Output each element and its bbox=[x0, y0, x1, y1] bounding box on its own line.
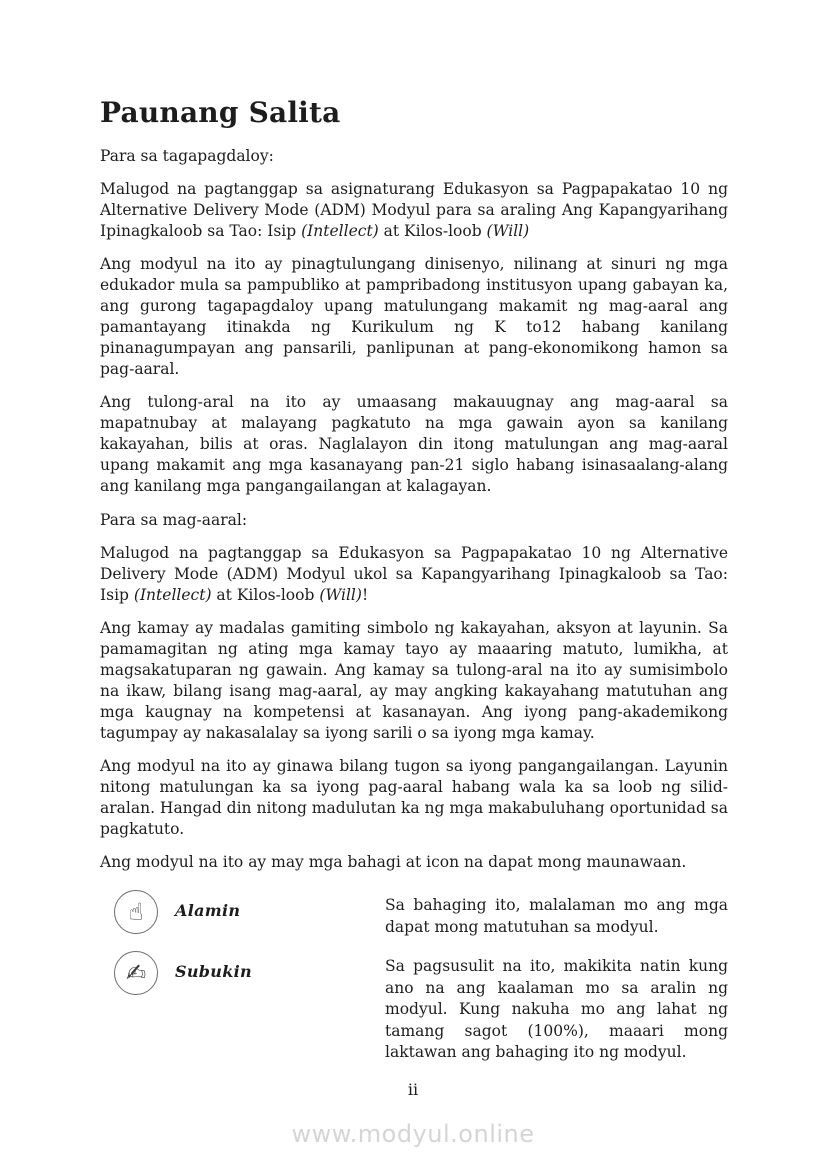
section-label bbox=[100, 510, 728, 531]
writing-hand-icon bbox=[114, 951, 158, 995]
page-number: ii bbox=[407, 1080, 419, 1099]
text-segment: Ang tulong-aral na ito ay umaasang makauugnay ang mag-aaral sa mapatnubay at malayang pagkatuto na mga gawain ayon sa kanilang kakayahan, bilis at oras. Naglalayon din itong matulungan ang mag-aaral upang makamit ang mga kasanayang pan-21 siglo habang isinasaalang-alang ang kanilang mga pangangailangan at kalagayan. bbox=[100, 393, 728, 495]
text-segment: at Kilos-loob bbox=[378, 222, 487, 240]
document-body bbox=[100, 146, 728, 873]
paragraph bbox=[100, 852, 728, 873]
paragraph bbox=[100, 254, 728, 380]
icon-glyph: ✍ bbox=[125, 959, 147, 987]
text-segment: (Will) bbox=[486, 222, 530, 240]
text-segment: (Intellect) bbox=[133, 586, 212, 604]
text-segment: Ang modyul na ito ay pinagtulungang dinisenyo, nilinang at sinuri ng mga edukador mula sa pampubliko at pampribadong institusyon upang gabayan ka, ang gurong tagapagdaloy upang matulungang makamit ng mag-aaral ang pamantayang itinakda ng Kurikulum ng K to12 habang kanilang pinanagumpayan ang pansarili, panlipunan at pang-ekonomikong hamon sa pag-aaral. bbox=[100, 255, 728, 378]
paragraph bbox=[100, 618, 728, 744]
icon-glyph: ☝ bbox=[128, 898, 144, 926]
paragraph bbox=[100, 756, 728, 840]
text-segment: (Will) bbox=[319, 586, 362, 604]
text-segment: Ang modyul na ito ay ginawa bilang tugon sa iyong pangangailangan. Layunin nitong matulungan ka sa iyong pag-aaral habang wala ka sa loob ng silid-aralan. Hangad din nitong madulutan ka ng mga makabuluhang oportunidad sa pagkatuto. bbox=[100, 757, 728, 838]
legend-row-subukin bbox=[100, 951, 728, 1064]
text-segment: Malugod na pagtanggap sa Edukasyon sa Pagpapakatao 10 ng Alternative Delivery Mode (ADM) Modyul ukol sa Kapangyarihang Ipinagkaloob sa Tao: Isip bbox=[100, 544, 728, 604]
text-segment: Para sa tagapagdaloy: bbox=[100, 147, 274, 165]
page-title: Paunang Salita bbox=[100, 96, 341, 129]
text-segment: ! bbox=[361, 586, 369, 604]
pointing-hand-icon bbox=[114, 890, 158, 934]
text-segment: Para sa mag-aaral: bbox=[100, 511, 248, 529]
watermark: www.modyul.online bbox=[291, 1120, 535, 1148]
legend-description-subukin: Sa pagsusulit na ito, makikita natin kung ano na ang kaalaman mo sa aralin ng modyul. Kung nakuha mo ang lahat ng tamang sagot (100%), maaari mong laktawan ang bahaging ito ng modyul. bbox=[385, 957, 728, 1061]
icon-legend bbox=[100, 890, 728, 1064]
text-segment: at Kilos-loob bbox=[211, 586, 320, 604]
text-segment: Ang modyul na ito ay may mga bahagi at icon na dapat mong maunawaan. bbox=[100, 853, 687, 871]
section-label bbox=[100, 146, 728, 167]
text-segment: (Intellect) bbox=[301, 222, 379, 240]
legend-label-alamin: Alamin bbox=[175, 901, 241, 920]
text-segment: Malugod na pagtanggap sa asignaturang Edukasyon sa Pagpapakatao 10 ng Alternative Delivery Mode (ADM) Modyul para sa araling Ang Kapangyarihang Ipinagkaloob sa Tao: Isip bbox=[100, 180, 728, 240]
paragraph bbox=[100, 179, 728, 242]
document-content bbox=[100, 96, 728, 1077]
paragraph bbox=[100, 392, 728, 497]
text-segment: Ang kamay ay madalas gamiting simbolo ng kakayahan, aksyon at layunin. Sa pamamagitan ng ating mga kamay tayo ay maaaring matuto, lumikha, at magsakatuparan ng gawain. Ang kamay sa tulong-aral na ito ay sumisimbolo na ikaw, bilang isang mag-aaral, ay may angking kakayahang matutuhan ang mga kaugnay na kompetensi at kasanayan. Ang iyong pang-akademikong tagumpay ay nakasalalay sa iyong sarili o sa iyong mga kamay. bbox=[100, 619, 728, 742]
legend-row-alamin bbox=[100, 890, 728, 938]
legend-label-subukin: Subukin bbox=[175, 962, 252, 981]
paragraph bbox=[100, 543, 728, 606]
legend-description-alamin: Sa bahaging ito, malalaman mo ang mga dapat mong matutuhan sa modyul. bbox=[385, 896, 728, 936]
